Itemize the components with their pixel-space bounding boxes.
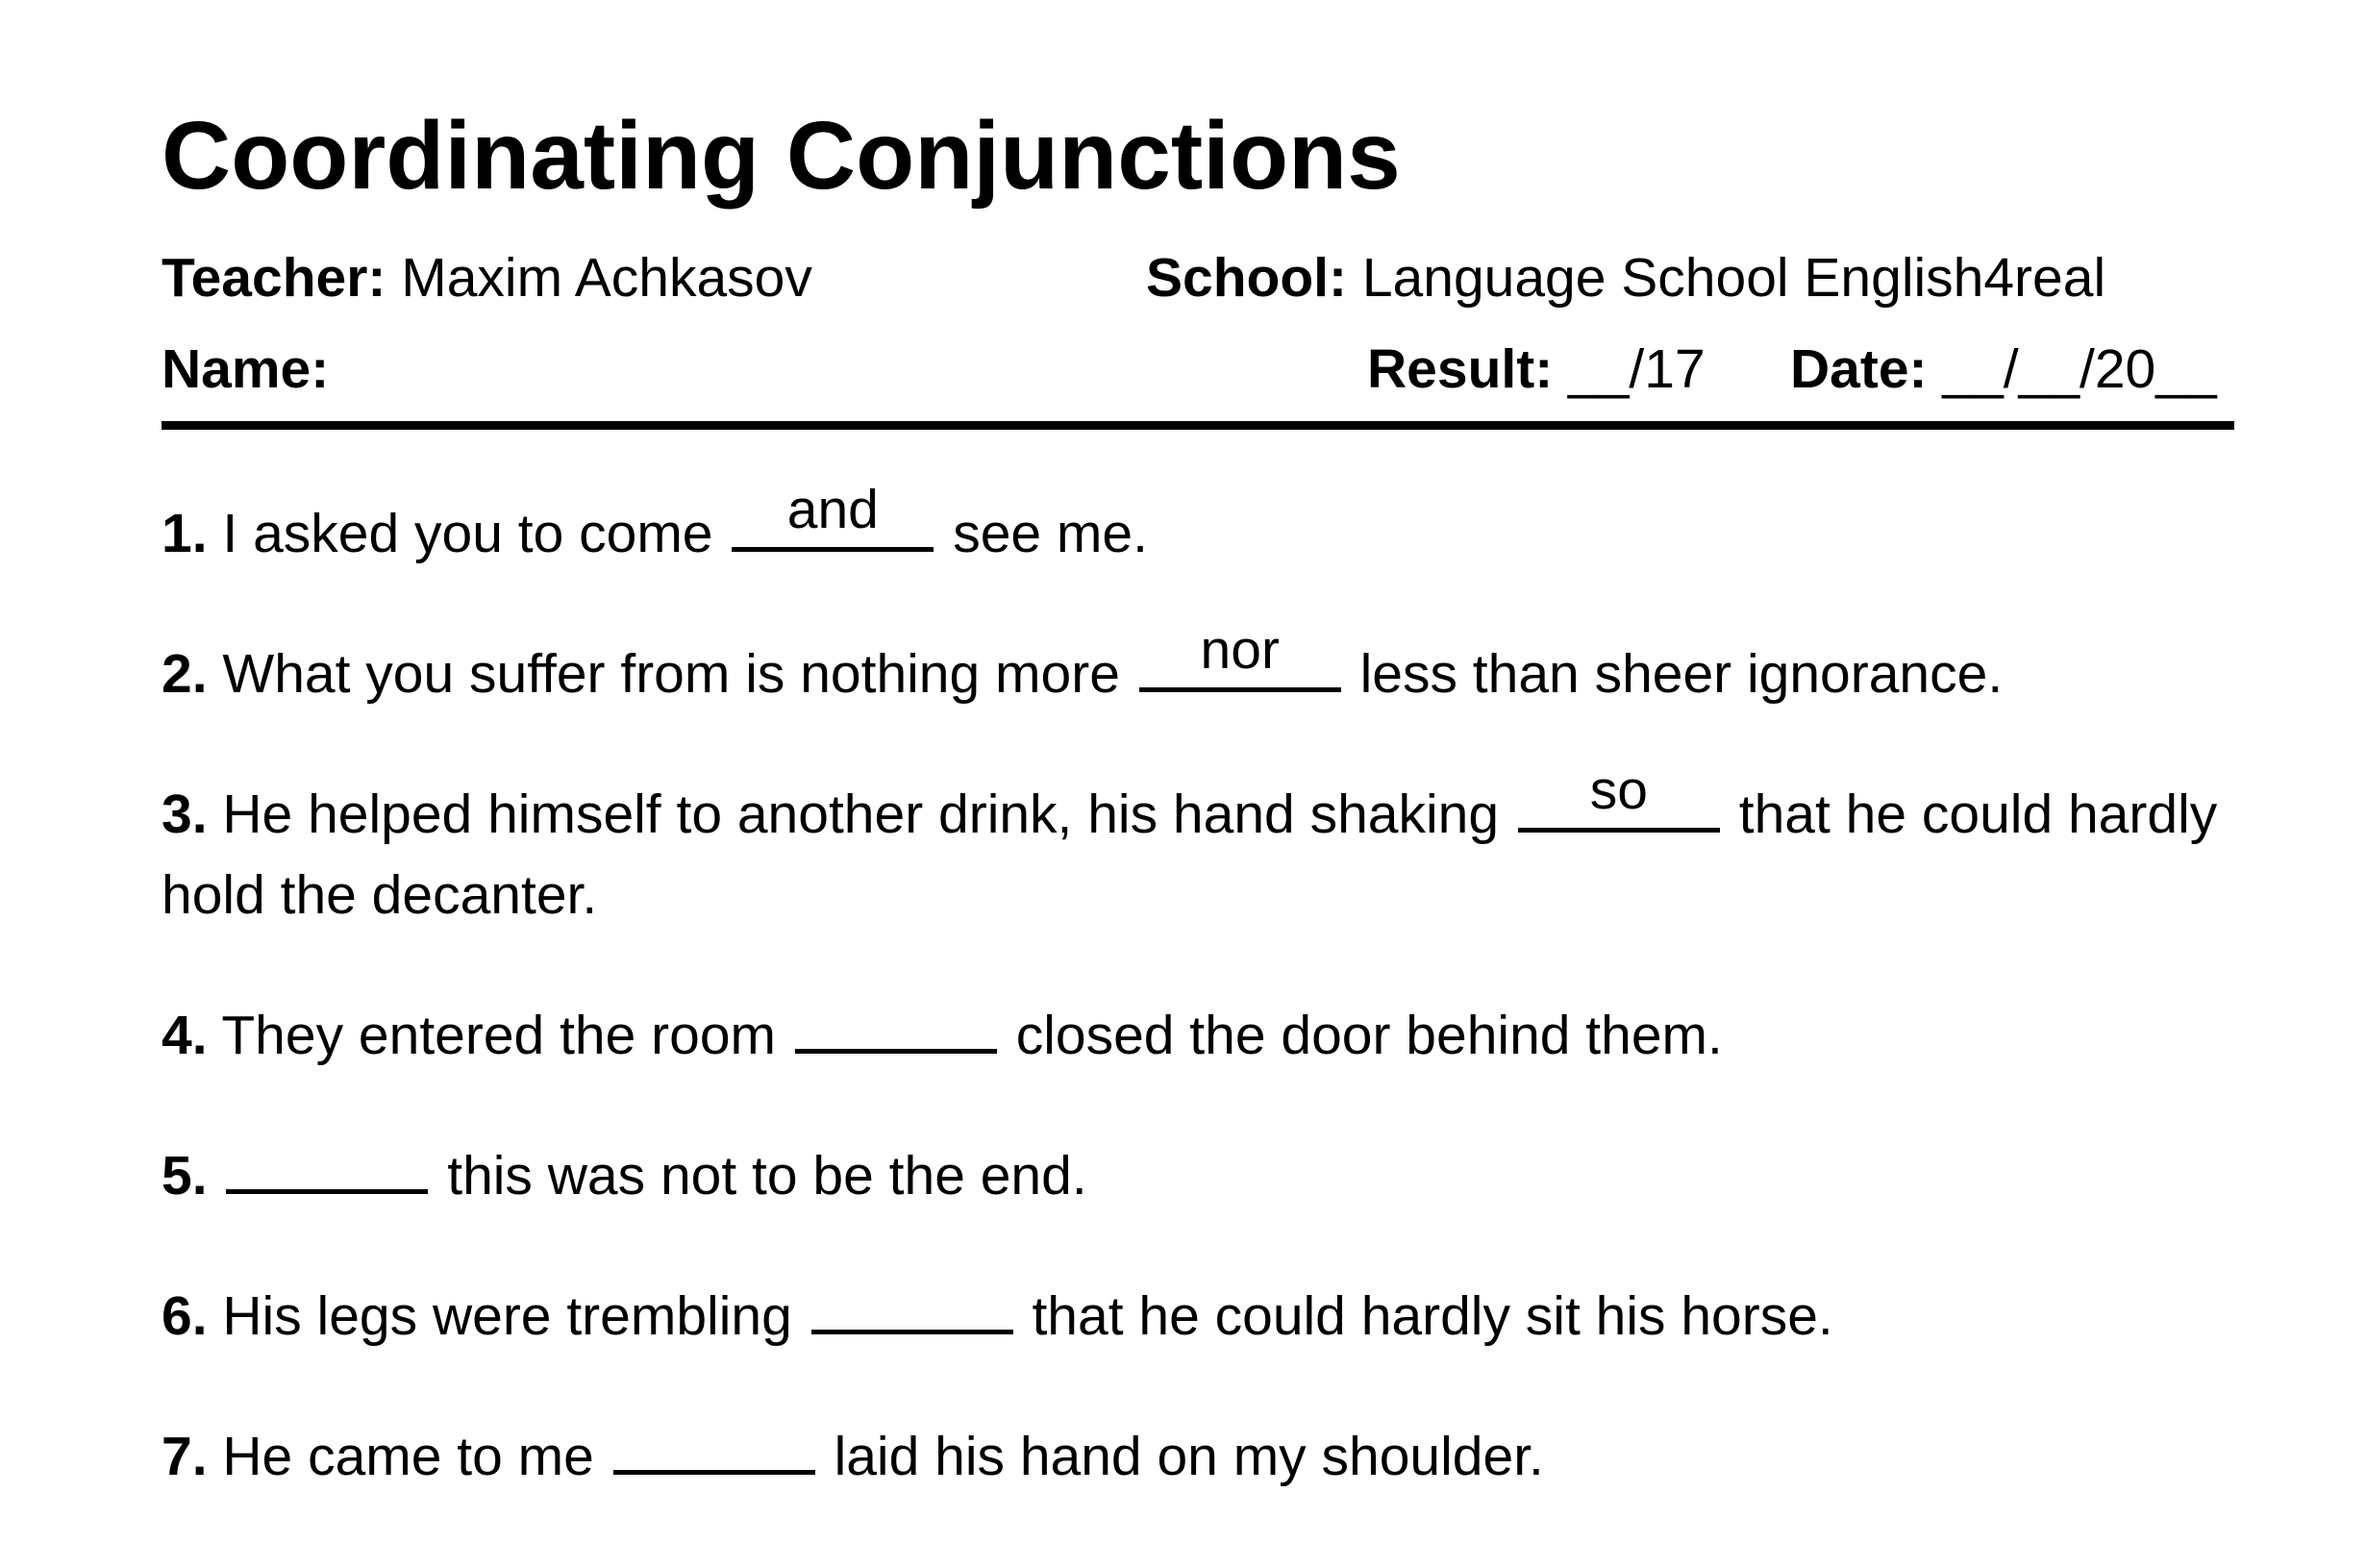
question-3 xyxy=(162,759,2248,935)
answer-blank[interactable] xyxy=(1518,759,1720,833)
answer-blank[interactable] xyxy=(1139,619,1341,692)
answer-blank[interactable] xyxy=(613,1420,815,1475)
school-label: School: xyxy=(1146,247,1347,309)
question-text-after: that he could hardly hold the decanter. xyxy=(162,784,2218,926)
header-divider xyxy=(162,421,2234,430)
date-field xyxy=(1790,338,2217,400)
question-text-before: I asked you to come xyxy=(222,503,713,564)
question-text-before: What you suffer from is nothing more xyxy=(222,643,1120,705)
teacher-value: Maxim Achkasov xyxy=(401,247,812,309)
answer-text: nor xyxy=(1200,619,1280,681)
question-text-after: this was not to be the end. xyxy=(447,1145,1087,1207)
question-text-after: that he could hardly sit his horse. xyxy=(1032,1285,1833,1347)
question-number: 7. xyxy=(162,1426,208,1487)
question-5 xyxy=(162,1135,2248,1216)
question-6 xyxy=(162,1276,2248,1356)
answer-text: so xyxy=(1589,759,1648,821)
question-1 xyxy=(162,479,2248,574)
question-text-after: closed the door behind them. xyxy=(1015,1005,1723,1066)
answer-blank[interactable] xyxy=(795,999,997,1054)
question-7 xyxy=(162,1416,2248,1497)
question-text-before: He came to me xyxy=(222,1426,594,1487)
school-field xyxy=(1146,247,2106,309)
result-value: __/17 xyxy=(1568,338,1706,400)
result-label: Result: xyxy=(1367,338,1554,400)
page-title: Coordinating Conjunctions xyxy=(162,102,1401,210)
answer-blank[interactable] xyxy=(732,479,934,552)
question-number: 4. xyxy=(162,1005,208,1066)
question-number: 5. xyxy=(162,1145,208,1207)
name-label: Name: xyxy=(162,338,330,400)
date-value: __/__/20__ xyxy=(1942,338,2217,400)
question-number: 1. xyxy=(162,503,208,564)
question-4 xyxy=(162,995,2248,1076)
question-text-after: laid his hand on my shoulder. xyxy=(834,1426,1544,1487)
name-field xyxy=(162,338,330,400)
answer-blank[interactable] xyxy=(811,1280,1013,1334)
answer-text: and xyxy=(786,479,879,540)
question-number: 6. xyxy=(162,1285,208,1347)
school-value: Language School English4real xyxy=(1361,247,2106,309)
answer-blank[interactable] xyxy=(226,1139,428,1194)
question-number: 3. xyxy=(162,784,208,845)
question-number: 2. xyxy=(162,643,208,705)
question-text-before: He helped himself to another drink, his hand shaking xyxy=(222,784,1500,845)
teacher-field xyxy=(162,247,812,309)
result-field xyxy=(1367,338,1706,400)
question-text-after: less than sheer ignorance. xyxy=(1359,643,2004,705)
question-text-before: His legs were trembling xyxy=(222,1285,792,1347)
date-label: Date: xyxy=(1790,338,1928,400)
question-text-after: see me. xyxy=(953,503,1148,564)
teacher-label: Teacher: xyxy=(162,247,386,309)
question-text-before: They entered the room xyxy=(221,1005,777,1066)
question-2 xyxy=(162,619,2248,714)
